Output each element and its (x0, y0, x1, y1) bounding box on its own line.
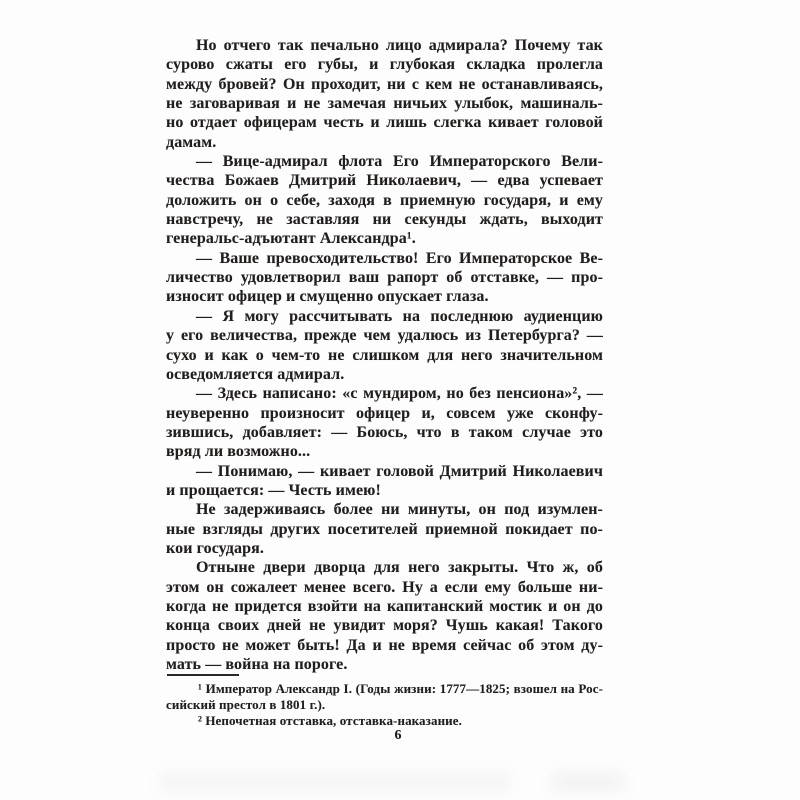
footnotes (166, 681, 603, 730)
text-line: но отдает офицерам честь и лишь слегка кивает головой (166, 114, 603, 132)
text-line: дамам. (166, 133, 217, 151)
text-line: — Понимаю, — кивает головой Дмитрий Николаевич (196, 462, 603, 480)
text-line: кои государя. (166, 539, 264, 557)
text-line: мать — война на пороге. (166, 656, 348, 673)
text-line: ² Непочетная отставка, отставка-наказание. (198, 713, 462, 729)
text-line: у его величества, прежде чем удалюсь из Петербурга? — (166, 327, 603, 345)
text-line: — Ваше превосходительство! Его Императорское Ве- (196, 249, 603, 267)
page-number: 6 (394, 728, 402, 743)
page-edge-shadow (160, 772, 510, 792)
text-line: ¹ Император Александр I. (Годы жизни: 1777—1825; взошел на Рос- (198, 681, 603, 696)
text-line: генеральс-адъютант Александра¹. (166, 230, 416, 248)
body-text (166, 36, 603, 674)
text-line: — Вице-адмирал флота Его Императорского Вели- (196, 153, 603, 171)
text-line: доложить он о себе, заходя в приемную государя, и ему (166, 191, 603, 209)
text-line: Не задерживаясь более ни минуты, он под изумлен- (196, 501, 603, 519)
text-line: просто не может быть! Да и не время сейчас об этом ду- (166, 636, 603, 654)
text-line: навстречу, не заставляя ни секунды ждать, выходит (166, 211, 603, 229)
text-line: и прощается: — Честь имею! (166, 481, 381, 499)
text-line: осведомляется адмирал. (166, 365, 345, 383)
text-line: когда не придется взойти на капитанский мостик и он до (166, 597, 603, 615)
text-line: сийский престол в 1801 г.). (166, 697, 326, 713)
text-line: вряд ли возможно... (166, 443, 311, 461)
text-line: сухо и как о чем-то не слишком для него значительном (166, 346, 603, 364)
text-line: Отныне двери дворца для него закрыты. Что ж, об (196, 559, 603, 577)
footnote-separator (167, 674, 239, 676)
text-line: чества Божаев Дмитрий Николаевич, — едва успевает (166, 172, 603, 190)
text-line: сурово сжаты его губы, и глубокая складка пролегла (166, 56, 603, 74)
text-line: — Я могу рассчитывать на последнюю аудиенцию (196, 307, 603, 325)
text-line: конца своих дней не увидит моря? Чушь какая! Такого (166, 617, 603, 635)
text-line: неуверенно произносит офицер и, совсем уже сконфу- (166, 404, 603, 422)
text-line: ные взгляды других посетителей приемной покидает по- (166, 520, 603, 538)
text-line: Но отчего так печально лицо адмирала? Почему так (196, 37, 603, 54)
page-edge-shadow (552, 772, 624, 792)
text-line: личество удовлетворил ваш рапорт об отставке, — про- (166, 269, 603, 287)
text-line: зившись, добавляет: — Боюсь, что в таком случае это (166, 423, 603, 441)
text-line: этом он сожалеет менее всего. Ну а если ему больше ни- (166, 578, 603, 596)
text-line: не заговаривая и не замечая ничьих улыбок, машиналь- (166, 95, 603, 113)
text-line: износит офицер и смущенно опускает глаза. (166, 288, 489, 306)
text-line: — Здесь написано: «с мундиром, но без пенсиона»², — (196, 385, 603, 403)
text-line: между бровей? Он проходит, ни с кем не останавливаясь, (166, 75, 603, 93)
